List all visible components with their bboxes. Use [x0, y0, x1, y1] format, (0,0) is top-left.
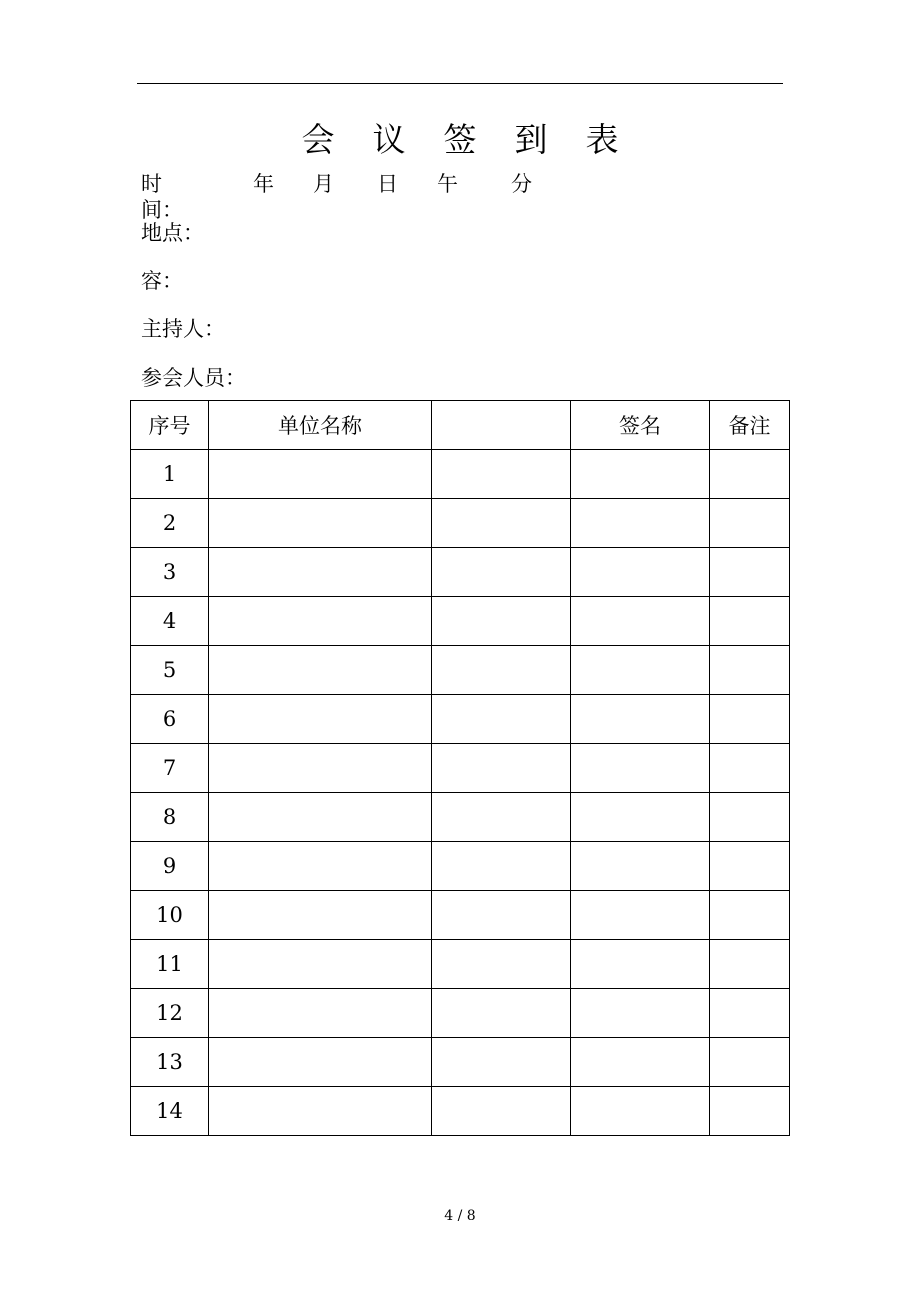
- header-unit-name: 单位名称: [209, 401, 432, 450]
- unit-name-cell[interactable]: [209, 597, 432, 646]
- unit-name-cell[interactable]: [209, 646, 432, 695]
- signature-cell[interactable]: [571, 989, 710, 1038]
- signature-cell[interactable]: [571, 940, 710, 989]
- remarks-cell[interactable]: [710, 744, 790, 793]
- unit-name-cell[interactable]: [209, 940, 432, 989]
- table-row: [131, 1038, 790, 1087]
- signature-cell[interactable]: [571, 548, 710, 597]
- row-number: 7: [131, 744, 209, 793]
- remarks-cell[interactable]: [710, 597, 790, 646]
- table-row: [131, 940, 790, 989]
- signature-cell[interactable]: [571, 450, 710, 499]
- blank-cell[interactable]: [432, 1087, 571, 1136]
- unit-name-cell[interactable]: [209, 548, 432, 597]
- row-number: 13: [131, 1038, 209, 1087]
- header-blank: [432, 401, 571, 450]
- unit-name-cell[interactable]: [209, 989, 432, 1038]
- row-number: 10: [131, 891, 209, 940]
- table-header-row: [131, 401, 790, 450]
- blank-cell[interactable]: [432, 744, 571, 793]
- place-label: 地点：: [141, 221, 204, 245]
- blank-cell[interactable]: [432, 793, 571, 842]
- table-row: [131, 695, 790, 744]
- row-number: 12: [131, 989, 209, 1038]
- time-day: 日: [377, 172, 398, 196]
- row-number: 11: [131, 940, 209, 989]
- table-row: [131, 744, 790, 793]
- table-row: [131, 597, 790, 646]
- remarks-cell[interactable]: [710, 1087, 790, 1136]
- title-char: 签: [443, 120, 477, 159]
- blank-cell[interactable]: [432, 842, 571, 891]
- row-number: 1: [131, 450, 209, 499]
- time-month: 月: [313, 172, 334, 196]
- blank-cell[interactable]: [432, 940, 571, 989]
- blank-cell[interactable]: [432, 989, 571, 1038]
- row-number: 5: [131, 646, 209, 695]
- time-noon: 午: [437, 172, 458, 196]
- unit-name-cell[interactable]: [209, 450, 432, 499]
- table-row: [131, 793, 790, 842]
- time-label: 时间：: [141, 172, 183, 222]
- signature-cell[interactable]: [571, 1087, 710, 1136]
- blank-cell[interactable]: [432, 597, 571, 646]
- remarks-cell[interactable]: [710, 1038, 790, 1087]
- header-serial: 序号: [131, 401, 209, 450]
- signature-cell[interactable]: [571, 1038, 710, 1087]
- table-row: [131, 989, 790, 1038]
- remarks-cell[interactable]: [710, 695, 790, 744]
- blank-cell[interactable]: [432, 891, 571, 940]
- blank-cell[interactable]: [432, 695, 571, 744]
- unit-name-cell[interactable]: [209, 1038, 432, 1087]
- signature-cell[interactable]: [571, 891, 710, 940]
- title-char: 到: [514, 120, 548, 159]
- blank-cell[interactable]: [432, 1038, 571, 1087]
- title-char: 会: [301, 120, 335, 159]
- unit-name-cell[interactable]: [209, 842, 432, 891]
- signature-cell[interactable]: [571, 646, 710, 695]
- signature-cell[interactable]: [571, 499, 710, 548]
- remarks-cell[interactable]: [710, 499, 790, 548]
- signature-cell[interactable]: [571, 793, 710, 842]
- table-row: [131, 499, 790, 548]
- table-row: [131, 842, 790, 891]
- unit-name-cell[interactable]: [209, 499, 432, 548]
- title-char: 议: [372, 120, 406, 159]
- remarks-cell[interactable]: [710, 646, 790, 695]
- row-number: 14: [131, 1087, 209, 1136]
- table-row: [131, 891, 790, 940]
- signature-cell[interactable]: [571, 597, 710, 646]
- row-number: 9: [131, 842, 209, 891]
- unit-name-cell[interactable]: [209, 891, 432, 940]
- remarks-cell[interactable]: [710, 450, 790, 499]
- remarks-cell[interactable]: [710, 548, 790, 597]
- row-number: 8: [131, 793, 209, 842]
- time-year: 年: [253, 172, 274, 196]
- attendees-label: 参会人员：: [141, 366, 246, 390]
- unit-name-cell[interactable]: [209, 793, 432, 842]
- remarks-cell[interactable]: [710, 891, 790, 940]
- page-title: [0, 114, 920, 161]
- table-row: [131, 450, 790, 499]
- remarks-cell[interactable]: [710, 940, 790, 989]
- row-number: 2: [131, 499, 209, 548]
- signature-cell[interactable]: [571, 695, 710, 744]
- signature-cell[interactable]: [571, 744, 710, 793]
- signature-cell[interactable]: [571, 842, 710, 891]
- remarks-cell[interactable]: [710, 793, 790, 842]
- table-row: [131, 548, 790, 597]
- header-rule: [137, 83, 783, 84]
- header-signature: 签名: [571, 401, 710, 450]
- blank-cell[interactable]: [432, 646, 571, 695]
- row-number: 4: [131, 597, 209, 646]
- blank-cell[interactable]: [432, 450, 571, 499]
- remarks-cell[interactable]: [710, 989, 790, 1038]
- sign-in-table: [130, 400, 790, 1136]
- row-number: 6: [131, 695, 209, 744]
- unit-name-cell[interactable]: [209, 744, 432, 793]
- blank-cell[interactable]: [432, 499, 571, 548]
- host-label: 主持人：: [141, 317, 225, 341]
- row-number: 3: [131, 548, 209, 597]
- unit-name-cell[interactable]: [209, 1087, 432, 1136]
- header-remarks: 备注: [710, 401, 790, 450]
- page-number: 4 / 8: [444, 1208, 476, 1224]
- table-row: [131, 646, 790, 695]
- title-char: 表: [585, 120, 619, 159]
- blank-cell[interactable]: [432, 548, 571, 597]
- table-row: [131, 1087, 790, 1136]
- time-minute: 分: [511, 172, 532, 196]
- unit-name-cell[interactable]: [209, 695, 432, 744]
- content-label: 容：: [141, 269, 183, 293]
- remarks-cell[interactable]: [710, 842, 790, 891]
